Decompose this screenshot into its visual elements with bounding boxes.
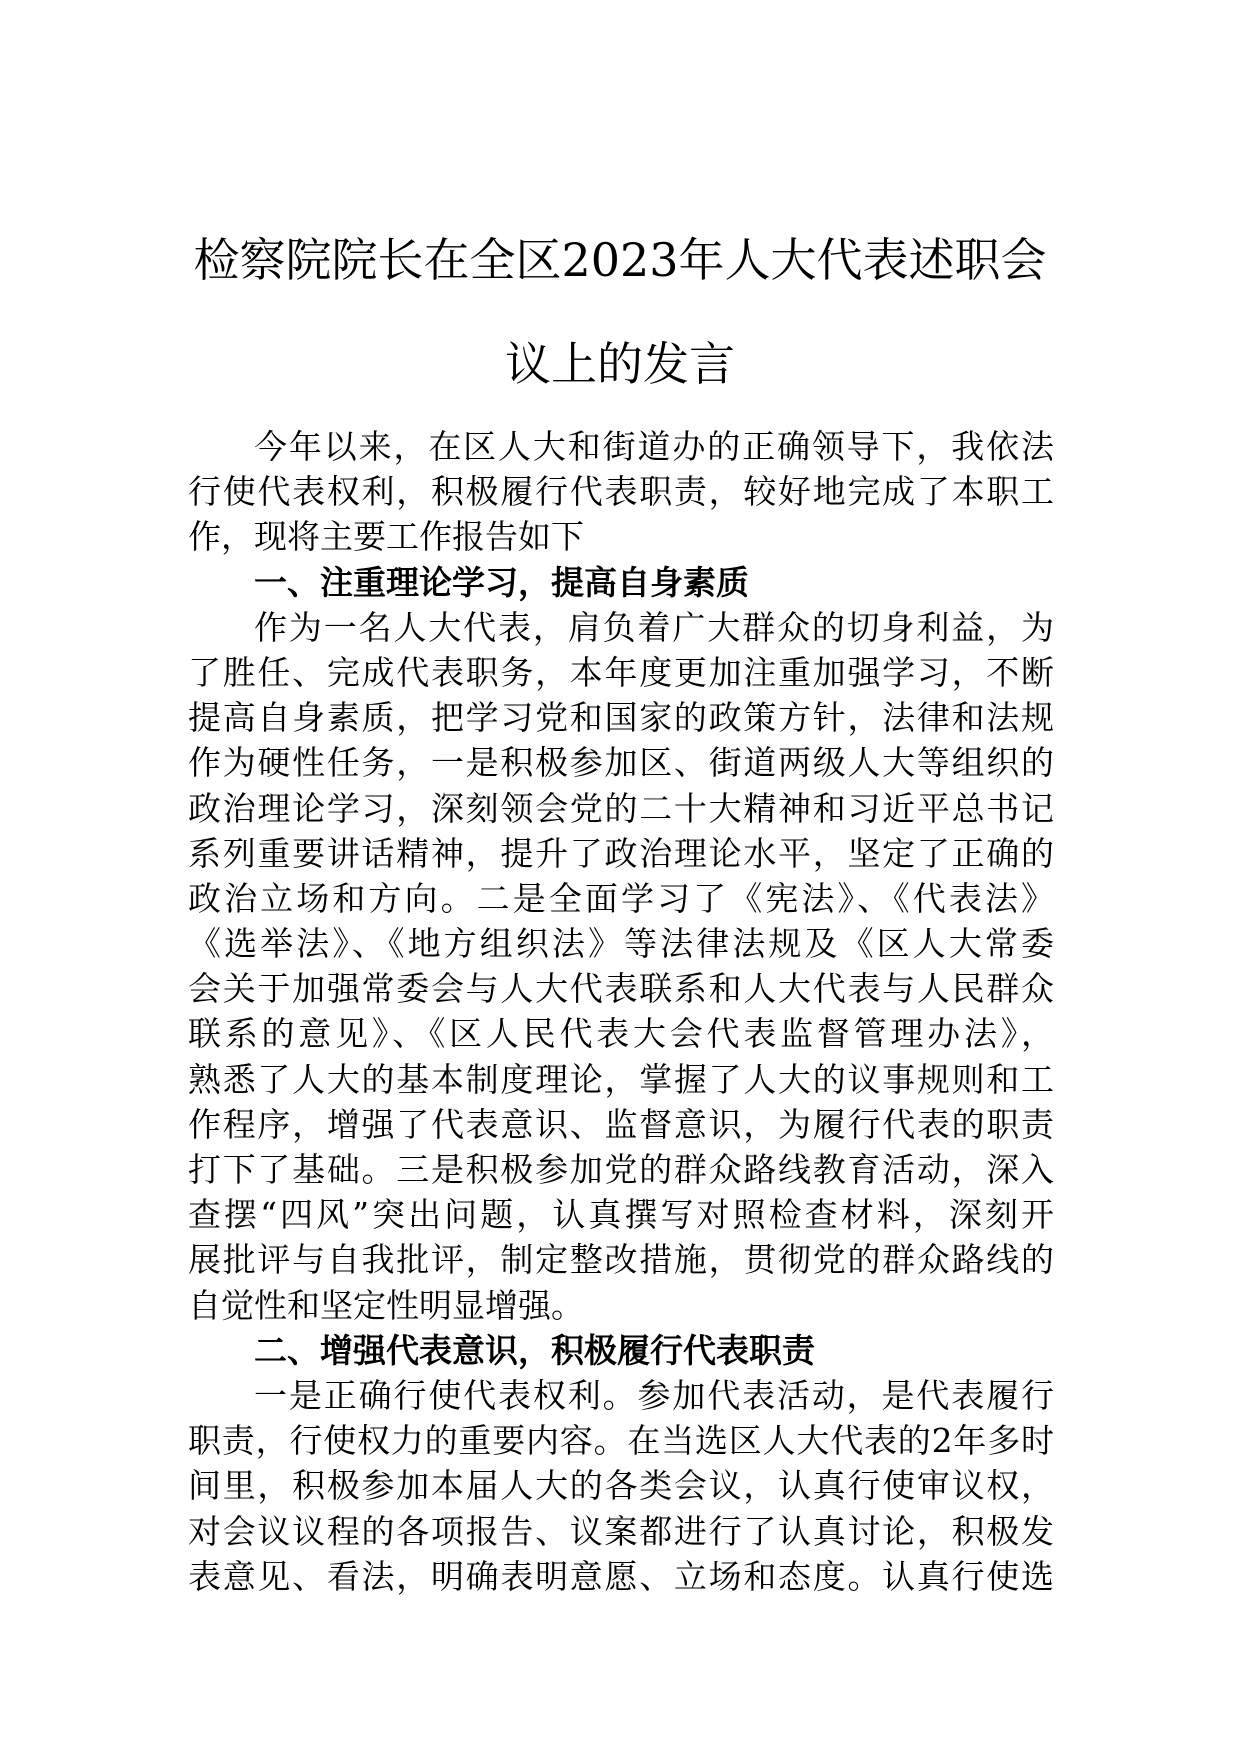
body-line: 查摆“四风”突出问题，认真撰写对照检查材料，深刻开 (188, 1195, 1054, 1235)
document-title (0, 208, 1240, 416)
body-line: 系列重要讲话精神，提升了政治理论水平，坚定了正确的 (188, 833, 1054, 873)
body-line: 会关于加强常委会与人大代表联系和人大代表与人民群众 (188, 969, 1054, 1009)
section-heading: 一、注重理论学习，提高自身素质 (254, 562, 749, 602)
body-line: 职责，行使权力的重要内容。在当选区人大代表的2年多时 (188, 1421, 1054, 1461)
body-line: 今年以来，在区人大和街道办的正确领导下，我依法 (254, 427, 1054, 466)
body-line: 间里，积极参加本届人大的各类会议，认真行使审议权， (188, 1466, 1054, 1506)
body-line: 自觉性和坚定性明显增强。 (188, 1285, 584, 1325)
body-line: 作为一名人大代表，肩负着广大群众的切身利益，为 (254, 607, 1054, 647)
title-line-2: 议上的发言 (505, 337, 735, 391)
body-line: 一是正确行使代表权利。参加代表活动，是代表履行 (254, 1375, 1054, 1415)
body-line: 作为硬性任务，一是积极参加区、街道两级人大等组织的 (188, 743, 1054, 783)
body-line: 《选举法》、《地方组织法》等法律法规及《区人大常委 (188, 924, 1054, 964)
body-line: 对会议议程的各项报告、议案都进行了认真讨论，积极发 (188, 1511, 1054, 1551)
body-line: 了胜任、完成代表职务，本年度更加注重加强学习，不断 (188, 652, 1054, 692)
body-line: 联系的意见》、《区人民代表大会代表监督管理办法》， (188, 1014, 1054, 1054)
body-line: 作，现将主要工作报告如下 (188, 517, 584, 557)
body-line: 提高自身素质，把学习党和国家的政策方针，法律和法规 (188, 698, 1054, 738)
body-line: 展批评与自我批评，制定整改措施，贯彻党的群众路线的 (188, 1240, 1054, 1280)
body-line: 表意见、看法，明确表明意愿、立场和态度。认真行使选 (188, 1556, 1054, 1596)
body-line: 政治理论学习，深刻领会党的二十大精神和习近平总书记 (188, 788, 1054, 828)
body-line: 行使代表权利，积极履行代表职责，较好地完成了本职工 (188, 472, 1054, 512)
section-heading: 二、增强代表意识，积极履行代表职责 (254, 1330, 815, 1370)
document-body (188, 424, 1054, 1599)
body-line: 政治立场和方向。二是全面学习了《宪法》、《代表法》 (188, 878, 1054, 918)
body-line: 作程序，增强了代表意识、监督意识，为履行代表的职责 (188, 1104, 1054, 1144)
body-line: 打下了基础。三是积极参加党的群众路线教育活动，深入 (188, 1150, 1054, 1189)
body-line: 熟悉了人大的基本制度理论，掌握了人大的议事规则和工 (188, 1059, 1054, 1099)
title-line-1: 检察院院长在全区2023年人大代表述职会 (193, 233, 1047, 287)
